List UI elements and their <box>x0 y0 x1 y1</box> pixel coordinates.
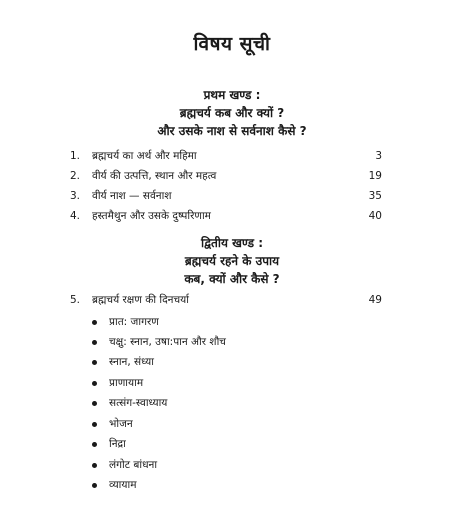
subtopic-label: सत्संग-स्वाध्याय <box>109 397 168 409</box>
toc-entry-label: ब्रह्मचर्य रक्षण की दिनचर्या <box>92 294 189 306</box>
toc-entry-number: 1. <box>70 150 81 162</box>
section-1-subtitle-line1: ब्रह्मचर्य कब और क्यों ? <box>179 106 285 120</box>
bullet-icon <box>92 422 97 427</box>
subtopic-label: चक्षु: स्नान, उषा:पान और शौच <box>109 336 226 348</box>
subtopic-label: भोजन <box>109 418 133 430</box>
toc-entry-number: 4. <box>70 210 81 222</box>
toc-entry-page: 40 <box>368 210 382 222</box>
toc-entry[interactable] <box>70 168 382 184</box>
toc-entry-page: 35 <box>368 190 382 202</box>
bullet-icon <box>92 381 97 386</box>
section-heading-1 <box>0 86 464 140</box>
bullet-icon <box>92 463 97 468</box>
toc-entry-page: 19 <box>368 170 382 182</box>
toc-entry-label: ब्रह्मचर्य का अर्थ और महिमा <box>92 150 197 162</box>
section-2-label: द्वितीय खण्ड : <box>200 236 263 250</box>
toc-entry-label: वीर्य नाश — सर्वनाश <box>92 190 172 202</box>
toc-entry-label: हस्तमैथुन और उसके दुष्परिणाम <box>92 210 211 222</box>
toc-entry[interactable] <box>70 188 382 204</box>
subtopic-label: प्राणायाम <box>109 377 144 389</box>
page-title: विषय सूची <box>193 33 271 55</box>
bullet-icon <box>92 483 97 488</box>
bullet-icon <box>92 360 97 365</box>
section-heading-2 <box>0 234 464 288</box>
bullet-icon <box>92 320 97 325</box>
bullet-icon <box>92 442 97 447</box>
toc-entry[interactable] <box>70 148 382 164</box>
toc-entry[interactable] <box>70 208 382 224</box>
toc-entry-number: 5. <box>70 294 81 306</box>
bullet-icon <box>92 340 97 345</box>
subtopic-label: लंगोट बांधना <box>109 459 158 471</box>
toc-entry-label: वीर्य की उत्पत्ति, स्थान और महत्व <box>92 170 217 182</box>
bullet-icon <box>92 401 97 406</box>
toc-entry-page: 3 <box>375 150 382 162</box>
toc-entry-page: 49 <box>368 294 382 306</box>
subtopic-label: व्यायाम <box>109 479 137 491</box>
section-2-subtitle-line2: कब, क्यों और कैसे ? <box>184 272 280 286</box>
section-2-subtitle-line1: ब्रह्मचर्य रहने के उपाय <box>184 254 280 268</box>
toc-entry-number: 3. <box>70 190 81 202</box>
subtopic-label: स्नान, संध्या <box>109 356 154 368</box>
section-1-subtitle-line2: और उसके नाश से सर्वनाश कैसे ? <box>157 124 307 138</box>
section-1-label: प्रथम खण्ड : <box>203 88 261 102</box>
subtopic-label: निद्रा <box>109 438 126 450</box>
toc-entry[interactable] <box>70 292 382 308</box>
subtopic-label: प्रात: जागरण <box>109 316 159 328</box>
toc-entry-number: 2. <box>70 170 81 182</box>
